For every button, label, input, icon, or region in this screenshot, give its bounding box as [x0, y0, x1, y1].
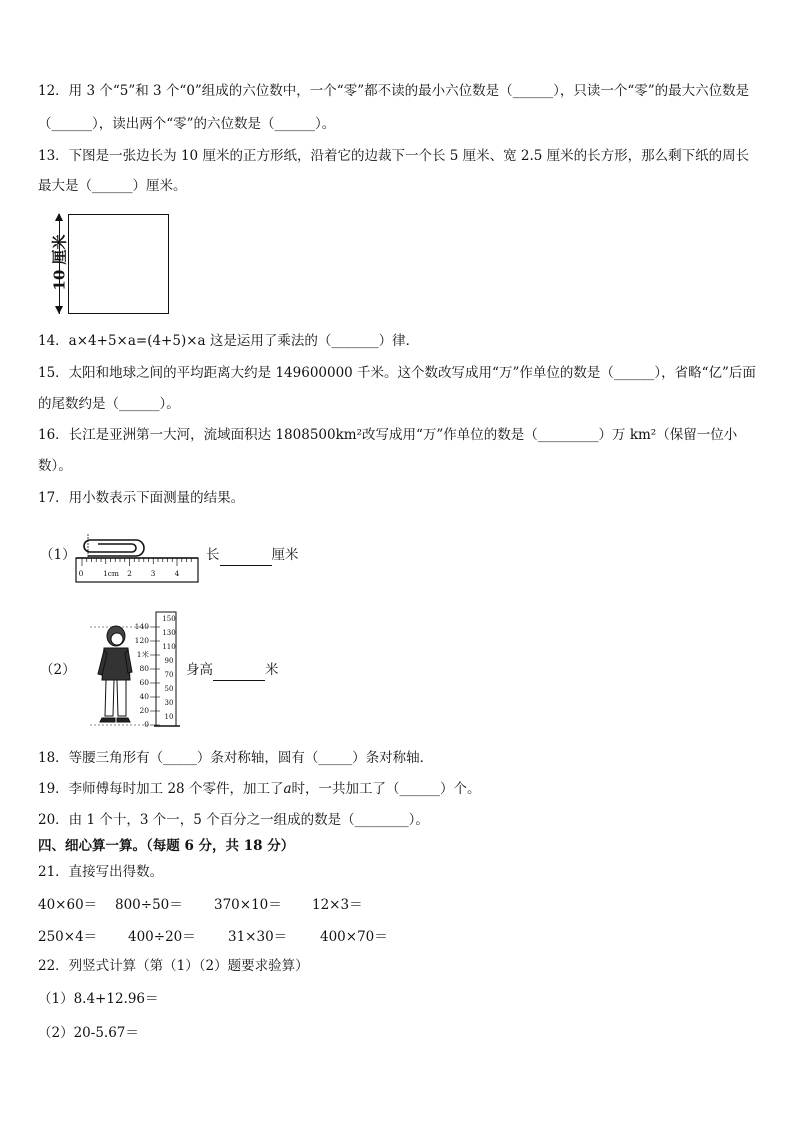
ruler-icon [76, 558, 198, 582]
height-measure-figure [90, 608, 184, 730]
q17-part2-answer [186, 660, 279, 681]
left-scale-label: 60 [139, 678, 149, 687]
q13-line1: 13．下图是一张边长为 10 厘米的正方形纸，沿着它的边裁下一个长 5 厘米、宽 2.5 厘米的长方形，那么剩下纸的周长 [38, 148, 750, 164]
q17-title: 17．用小数表示下面测量的结果。 [38, 490, 245, 506]
ruler-tick-label: 4 [174, 569, 180, 578]
ruler-tick-label: 1cm [102, 569, 120, 578]
right-scale-label: 30 [164, 699, 174, 707]
q21-title: 21．直接写出得数。 [38, 864, 164, 880]
height-unit: 米 [265, 662, 279, 678]
q14-text: 14．a×4+5×a=(4+5)×a 这是运用了乘法的（_______）律． [38, 333, 420, 349]
ruler-tick-label: 0 [78, 569, 84, 578]
calc-item: 800÷50＝ [115, 897, 183, 913]
q22-title: 22．列竖式计算（第（1）（2）题要求验算） [38, 958, 309, 974]
q17-part2-number: （2） [40, 662, 76, 678]
q12-line2: （______），读出两个“零”的六位数是（______）。 [38, 116, 336, 132]
length-unit: 厘米 [271, 547, 299, 563]
arrow-up-icon [55, 213, 63, 221]
left-scale-label: 140 [134, 622, 149, 631]
q16-line2: 数）。 [38, 458, 72, 474]
right-scale-label: 50 [164, 685, 174, 693]
right-scale-label: 110 [162, 643, 176, 651]
left-scale-label: 20 [139, 706, 149, 715]
right-scale-label: 10 [164, 713, 174, 721]
q18-text: 18．等腰三角形有（_____）条对称轴，圆有（_____）条对称轴． [38, 750, 434, 766]
q17-part1-number: （1） [40, 547, 76, 563]
calc-item: 12×3＝ [312, 897, 363, 913]
left-scale-label: 40 [139, 692, 149, 701]
ruler-tick-label: 2 [127, 569, 132, 578]
ruler-tick-label: 3 [150, 569, 156, 578]
calc-item: 31×30＝ [228, 929, 288, 945]
answer-blank [213, 660, 265, 681]
square-paper [68, 214, 169, 314]
q15-line1: 15．太阳和地球之间的平均距离大约是 149600000 千米。这个数改写成用“万”作单位的数是（______），省略“亿”后面 [38, 365, 756, 381]
q12-line1: 12．用 3 个“5”和 3 个“0”组成的六位数中，一个“零”都不读的最小六位数是（______），只读一个“零”的最大六位数是 [38, 83, 750, 99]
left-scale-label: 0 [144, 720, 149, 729]
ruler-with-paperclip-figure [74, 528, 202, 586]
paperclip-icon [84, 540, 144, 556]
arrow-down-icon [55, 306, 63, 314]
left-scale-label: 120 [134, 636, 149, 645]
right-scale-label: 150 [162, 615, 176, 623]
q22-item: （2）20-5.67＝ [38, 1025, 139, 1041]
dimension-label: 10 厘米 [50, 234, 69, 291]
right-scale-label: 130 [162, 629, 176, 637]
calc-item: 400×70＝ [320, 929, 388, 945]
calc-item: 40×60＝ [38, 897, 98, 913]
q16-line1: 16．长江是亚洲第一大河，流域面积达 1808500km²改写成用“万”作单位的数是（_________）万 km²（保留一位小 [38, 427, 738, 443]
section-heading: 四、细心算一算。（每题 6 分，共 18 分） [38, 838, 295, 854]
right-scale-label: 90 [164, 657, 174, 665]
right-scale-label: 70 [164, 671, 174, 679]
answer-blank [220, 545, 272, 566]
q22-item: （1）8.4+12.96＝ [38, 991, 159, 1007]
length-prefix: 长 [206, 547, 220, 563]
calc-item: 400÷20＝ [128, 929, 196, 945]
calc-item: 370×10＝ [214, 897, 282, 913]
q20-text: 20．由 1 个十，3 个一，5 个百分之一组成的数是（________）。 [38, 812, 429, 828]
height-prefix: 身高 [186, 662, 213, 678]
q17-part1-answer [206, 545, 299, 566]
q13-line2: 最大是（______）厘米。 [38, 178, 187, 194]
calc-item: 250×4＝ [38, 929, 98, 945]
q15-line2: 的尾数约是（______）。 [38, 396, 180, 412]
q19-text: 19．李师傅每时加工 28 个零件，加工了𝑎时，一共加工了（______）个。 [38, 781, 481, 797]
left-scale-label: 1米 [136, 650, 149, 659]
left-scale-label: 80 [139, 664, 149, 673]
boy-icon [98, 626, 132, 722]
